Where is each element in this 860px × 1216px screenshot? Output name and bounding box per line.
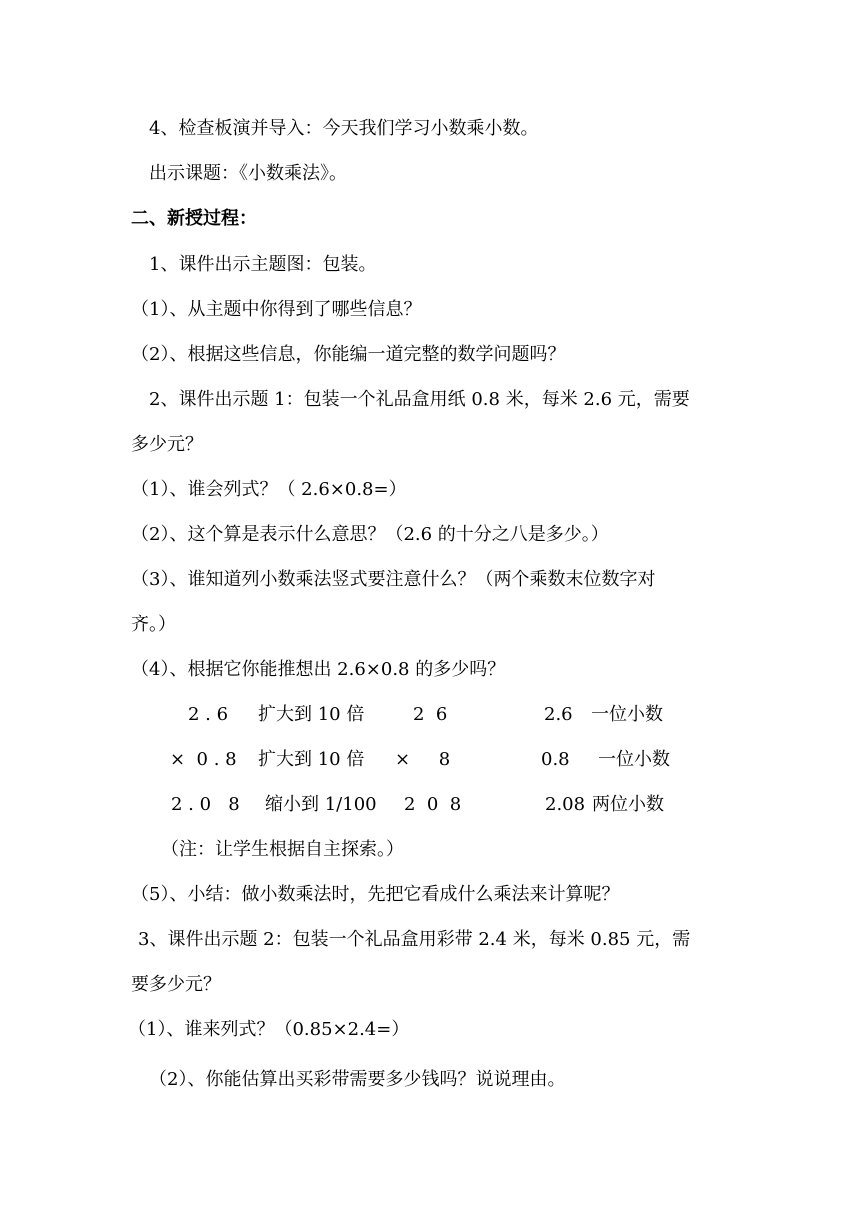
text-line: （1）、谁来列式？（0.85×2.4=）: [128, 1019, 410, 1040]
calc-step: 扩大到 10 倍: [258, 749, 365, 770]
text-line: （1）、谁会列式？（ 2.6×0.8=）: [131, 479, 407, 500]
text-line: 1、课件出示主题图：包装。: [149, 254, 377, 275]
calc-note: 一位小数: [591, 704, 663, 725]
text-line: （2）、这个算是表示什么意思？（2.6 的十分之八是多少。）: [131, 524, 609, 545]
text-line: 齐。）: [131, 614, 176, 635]
text-line: 4、检查板演并导入：今天我们学习小数乘小数。: [149, 118, 539, 139]
text-line: （3）、谁知道列小数乘法竖式要注意什么？（两个乘数末位数字对: [131, 569, 656, 590]
calc-decimal: 0.8: [541, 749, 570, 770]
calc-expression: 2 . 6: [188, 704, 229, 725]
calc-expression: × 0 . 8: [170, 749, 237, 770]
calc-integer: 2 0 8: [404, 794, 462, 815]
text-line: 出示课题：《小数乘法》。: [149, 163, 347, 184]
calc-decimal: 2.6: [544, 704, 573, 725]
text-line: （注：让学生根据自主探索。）: [161, 839, 404, 860]
calc-note: 一位小数: [598, 749, 670, 770]
calc-expression: 2 . 0 8: [171, 794, 240, 815]
text-line: （1）、从主题中你得到了哪些信息？: [131, 299, 422, 320]
text-line: （5）、小结：做小数乘法时，先把它看成什么乘法来计算呢？: [131, 884, 620, 905]
calc-integer: 2 6: [413, 704, 448, 725]
text-line: （4）、根据它你能推想出 2.6×0.8 的多少吗？: [131, 659, 506, 680]
text-line: 3、课件出示题 2：包装一个礼品盒用彩带 2.4 米，每米 0.85 元，需: [138, 929, 691, 950]
text-line: （2）、根据这些信息，你能编一道完整的数学问题吗？: [131, 344, 566, 365]
text-line: 要多少元？: [131, 974, 221, 995]
section-heading: 二、新授过程：: [131, 208, 257, 229]
calc-note: 两位小数: [592, 794, 664, 815]
text-line: 多少元？: [131, 434, 203, 455]
text-line: （2）、你能估算出买彩带需要多少钱吗？说说理由。: [149, 1069, 566, 1090]
calc-decimal: 2.08: [545, 794, 586, 815]
calc-integer: × 8: [395, 749, 451, 770]
calc-step: 缩小到 1/100: [265, 794, 377, 815]
calc-step: 扩大到 10 倍: [258, 704, 365, 725]
text-line: 2、课件出示题 1：包装一个礼品盒用纸 0.8 米，每米 2.6 元，需要: [149, 389, 690, 410]
